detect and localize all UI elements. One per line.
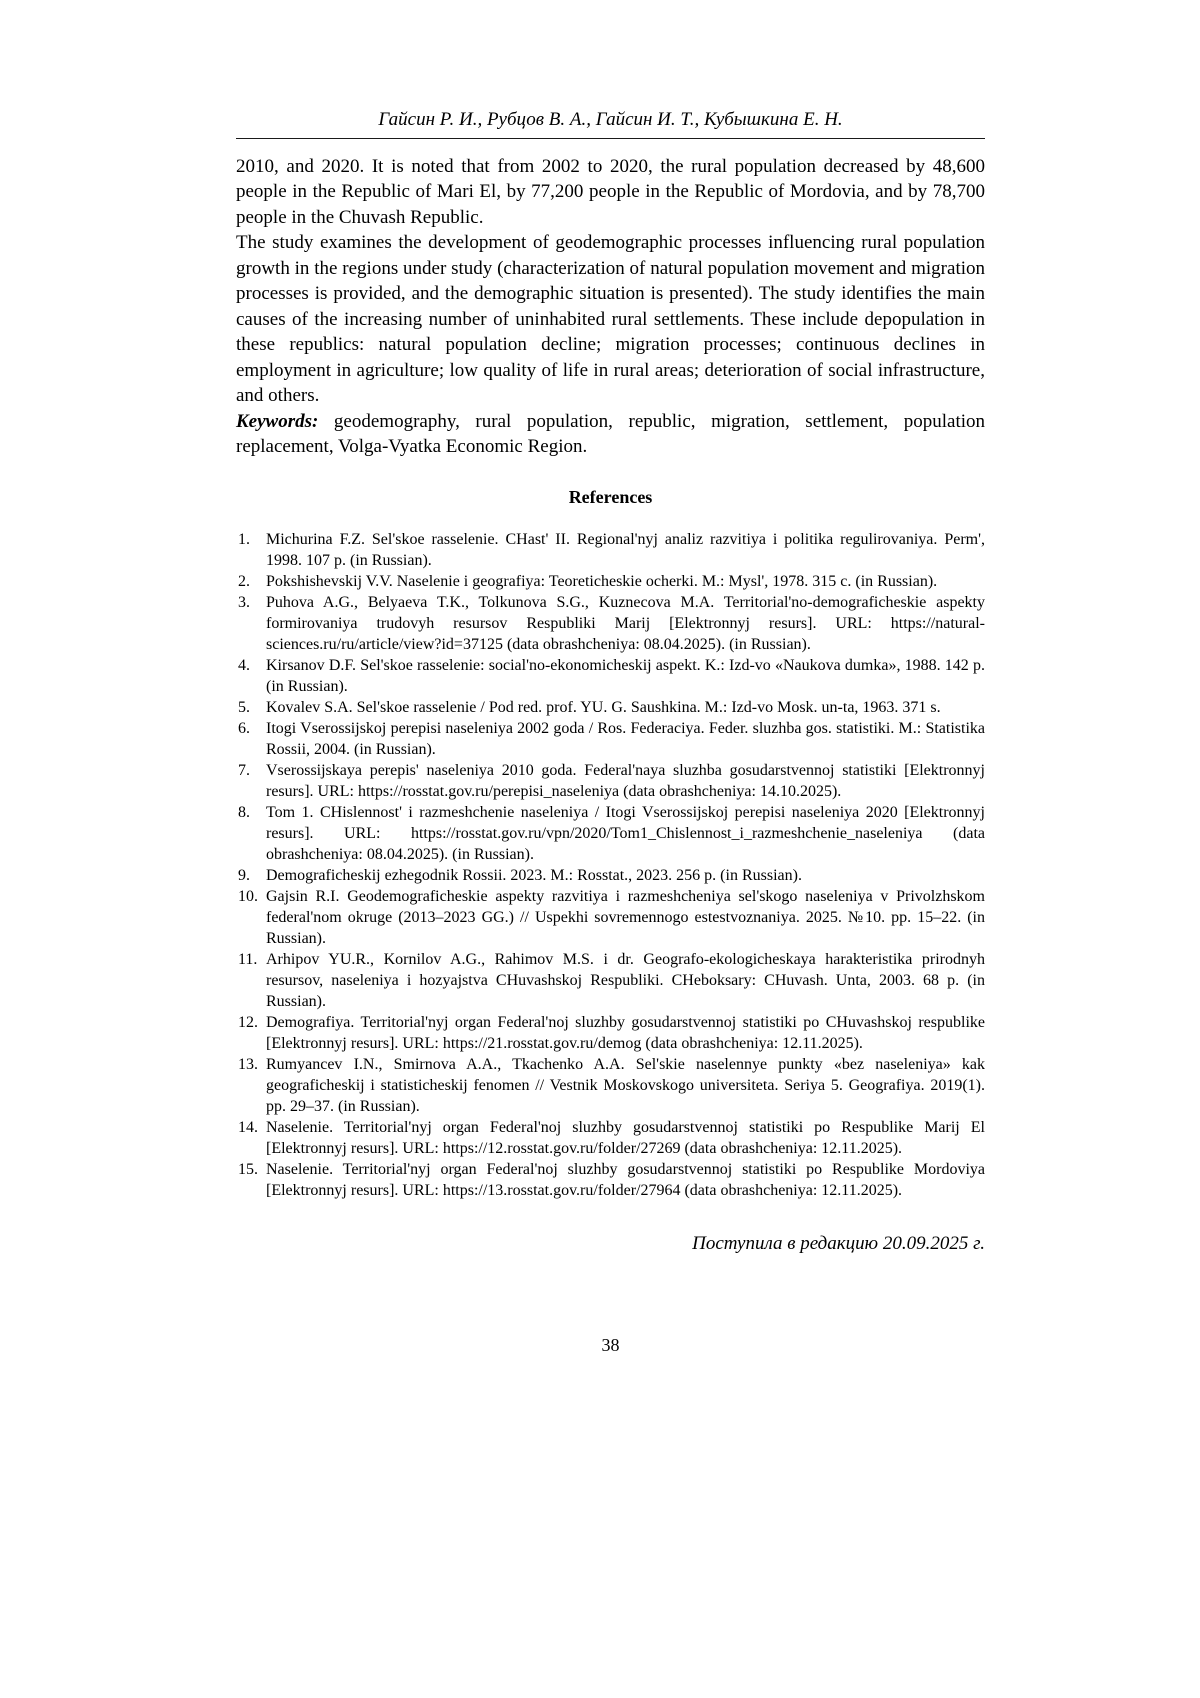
reference-item xyxy=(236,592,985,655)
running-head-authors: Гайсин Р. И., Рубцов В. А., Гайсин И. Т., Кубышкина Е. Н. xyxy=(378,109,843,130)
reference-number: 2. xyxy=(238,572,250,590)
reference-item xyxy=(236,718,985,760)
reference-number: 12. xyxy=(238,1013,258,1031)
reference-item xyxy=(236,1159,985,1201)
keywords-paragraph xyxy=(236,409,985,460)
reference-text: Itogi Vserossijskoj perepisi naseleniya 2002 goda / Ros. Federaciya. Feder. sluzhba gos. statistiki. M.: Statistika Rossii, 2004. (in Russian). xyxy=(266,719,985,758)
reference-number: 13. xyxy=(238,1055,258,1073)
reference-item xyxy=(236,529,985,571)
reference-number: 4. xyxy=(238,656,250,674)
reference-text: Naselenie. Territorial'nyj organ Federal'noj sluzhby gosudarstvennoj statistiki po Respublike Marij El [Elektronnyj resurs]. URL: https://12.rosstat.gov.ru/folder/27269 (data obrashcheniya: 12.11.2025). xyxy=(266,1118,985,1157)
references-list xyxy=(236,529,985,1201)
reference-item xyxy=(236,1012,985,1054)
reference-item xyxy=(236,571,985,592)
reference-number: 6. xyxy=(238,719,250,737)
reference-text: Michurina F.Z. Sel'skoe rasselenie. CHast' II. Regional'nyj analiz razvitiya i politika regulirovaniya. Perm', 1998. 107 p. (in Russian). xyxy=(266,530,985,569)
reference-item xyxy=(236,802,985,865)
reference-text: Vserossijskaya perepis' naseleniya 2010 goda. Federal'naya sluzhba gosudarstvennoj statistiki [Elektronnyj resurs]. URL: https://rosstat.gov.ru/perepisi_naseleniya (data obrashcheniya: 14.10.2025). xyxy=(266,761,985,800)
reference-number: 11. xyxy=(238,950,258,968)
reference-text: Demografiya. Territorial'nyj organ Federal'noj sluzhby gosudarstvennoj statistiki po CHuvashskoj respublike [Elektronnyj resurs]. URL: https://21.rosstat.gov.ru/demog (data obrashcheniya: 12.11.2025). xyxy=(266,1013,985,1052)
reference-number: 7. xyxy=(238,761,250,779)
reference-text: Tom 1. CHislennost' i razmeshchenie naseleniya / Itogi Vserossijskoj perepisi naseleniya 2020 [Elektronnyj resurs]. URL: https://rosstat.gov.ru/vpn/2020/Tom1_Chislennost_i_razmeshchenie_naseleniya (data obrashcheniya: 08.04.2025). (in Russian). xyxy=(266,803,985,863)
reference-text: Arhipov YU.R., Kornilov A.G., Rahimov M.S. i dr. Geografo-ekologicheskaya harakteristika prirodnyh resursov, naseleniya i hozyajstva CHuvashskoj Respubliki. CHeboksary: CHuvash. Unta, 2003. 68 p. (in Russian). xyxy=(266,950,985,1010)
reference-text: Pokshishevskij V.V. Naselenie i geografiya: Teoreticheskie ocherki. M.: Mysl', 1978. 315 c. (in Russian). xyxy=(266,572,938,590)
reference-item xyxy=(236,1054,985,1117)
abstract-paragraph-1: 2010, and 2020. It is noted that from 2002 to 2020, the rural population decreased by 48,600 people in the Republic of Mari El, by 77,200 people in the Republic of Mordovia, and by 78,700 people in the Chuvash Republic. xyxy=(236,155,985,228)
abstract-paragraph-2: The study examines the development of geodemographic processes influencing rural population growth in the regions under study (characterization of natural population movement and migration processes is provided, and the demographic situation is presented). The study identifies the main causes of the increasing number of uninhabited rural settlements. These include depopulation in these republics: natural population decline; migration processes; continuous declines in employment in agriculture; low quality of life in rural areas; deterioration of social infrastructure, and others. xyxy=(236,232,985,407)
reference-number: 9. xyxy=(238,866,250,884)
reference-number: 3. xyxy=(238,593,250,611)
reference-item xyxy=(236,1117,985,1159)
references-heading: References xyxy=(568,486,653,507)
reference-number: 1. xyxy=(238,530,250,548)
keywords-label: Keywords: xyxy=(236,410,319,432)
received-date-line: Поступила в редакцию 20.09.2025 г. xyxy=(692,1232,985,1254)
reference-number: 5. xyxy=(238,698,250,716)
reference-item xyxy=(236,655,985,697)
reference-text: Rumyancev I.N., Smirnova A.A., Tkachenko A.A. Sel'skie naselennye punkty «bez naseleniya» kak geograficheskij i statisticheskij fenomen // Vestnik Moskovskogo universiteta. Seriya 5. Geografiya. 2019(1). pp. 29–37. (in Russian). xyxy=(266,1055,985,1115)
reference-text: Kovalev S.A. Sel'skoe rasselenie / Pod red. prof. YU. G. Saushkina. M.: Izd-vo Mosk. un-ta, 1963. 371 s. xyxy=(266,698,941,716)
reference-text: Gajsin R.I. Geodemograficheskie aspekty razvitiya i razmeshcheniya sel'skogo naseleniya v Privolzhskom federal'nom okruge (2013–2023 GG.) // Uspekhi sovremennogo estestvoznaniya. 2025. №10. pp. 15–22. (in Russian). xyxy=(266,887,985,947)
reference-number: 14. xyxy=(238,1118,258,1136)
reference-item xyxy=(236,697,985,718)
reference-text: Naselenie. Territorial'nyj organ Federal'noj sluzhby gosudarstvennoj statistiki po Respublike Mordoviya [Elektronnyj resurs]. URL: https://13.rosstat.gov.ru/folder/27964 (data obrashcheniya: 12.11.2025). xyxy=(266,1160,985,1199)
reference-number: 8. xyxy=(238,803,250,821)
keywords-text: geodemography, rural population, republic, migration, settlement, population replacement, Volga-Vyatka Economic Region. xyxy=(236,410,985,458)
reference-text: Puhova A.G., Belyaeva T.K., Tolkunova S.G., Kuznecova M.A. Territorial'no-demograficheskie aspekty formirovaniya trudovyh resursov Respubliki Marij [Elektronnyj resurs]. URL: https://natural-sciences.ru/ru/article/view?id=37125 (data obrashcheniya: 08.04.2025). (in Russian). xyxy=(266,593,985,653)
running-head xyxy=(236,108,985,139)
reference-text: Kirsanov D.F. Sel'skoe rasselenie: social'no-ekonomicheskij aspekt. K.: Izd-vo «Naukova dumka», 1988. 142 p. (in Russian). xyxy=(266,656,985,695)
reference-number: 10. xyxy=(238,887,258,905)
reference-text: Demograficheskij ezhegodnik Rossii. 2023. M.: Rosstat., 2023. 256 p. (in Russian). xyxy=(266,866,802,884)
reference-item xyxy=(236,886,985,949)
article-body xyxy=(236,154,985,1356)
page-number: 38 xyxy=(601,1334,620,1355)
reference-item xyxy=(236,760,985,802)
reference-item xyxy=(236,865,985,886)
reference-number: 15. xyxy=(238,1160,258,1178)
reference-item xyxy=(236,949,985,1012)
